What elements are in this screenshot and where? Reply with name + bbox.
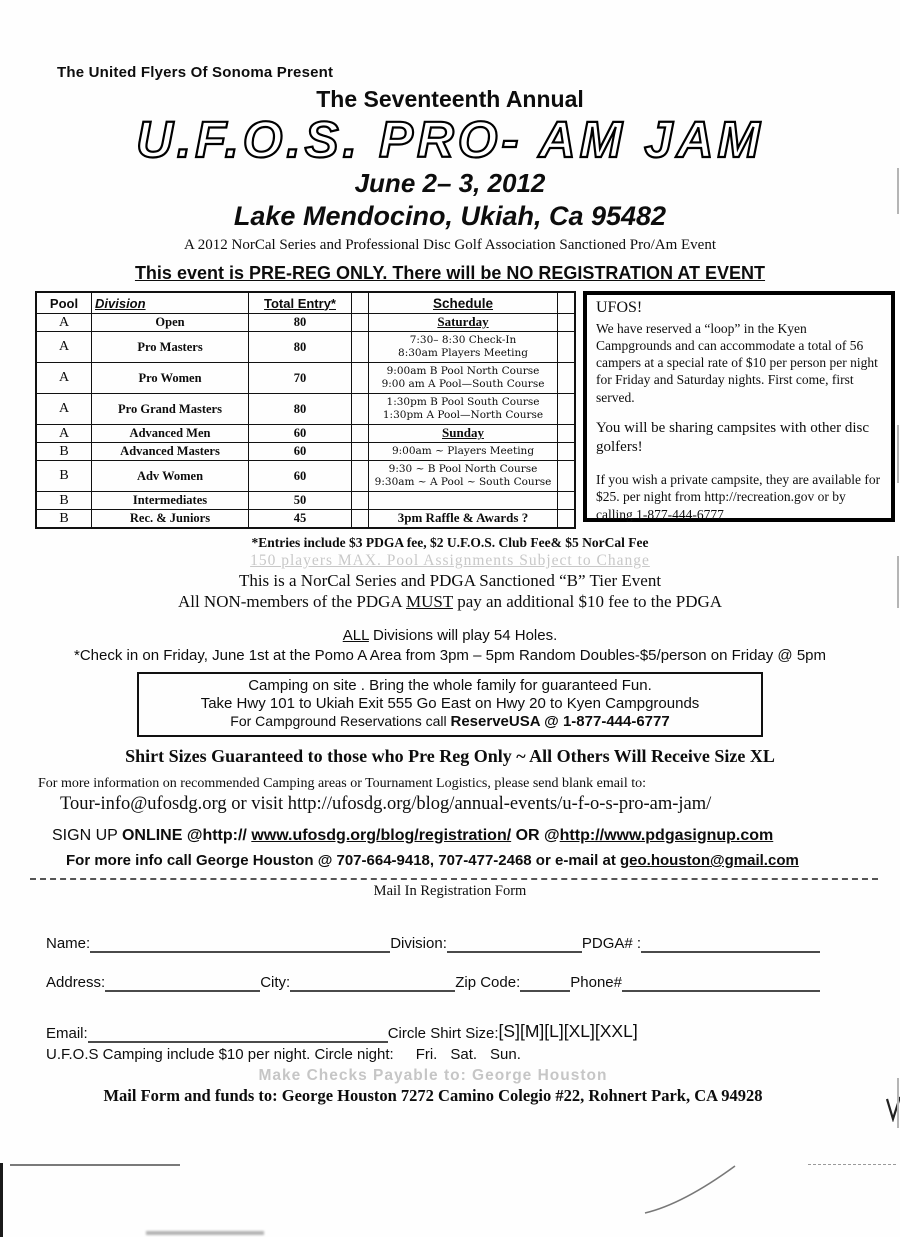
pool-cell: A [36, 394, 92, 425]
table-row [36, 332, 575, 363]
nonmember-post-text: pay an additional $10 fee to the PDGA [452, 592, 723, 612]
contact-mid-text: or visit [226, 794, 288, 815]
division-cell: Pro Women [92, 363, 249, 394]
holes-line [0, 627, 900, 644]
must-underlined: MUST [406, 592, 453, 612]
night-sat[interactable]: Sat. [450, 1046, 478, 1064]
zip-code-field[interactable] [520, 973, 570, 992]
pool-cell: B [36, 510, 92, 529]
zip-code-label: Zip Code: [455, 974, 521, 992]
email-label: Email: [46, 1025, 88, 1043]
scan-artifact-bottom-smear [146, 1231, 264, 1235]
pool-cell: B [36, 443, 92, 461]
dashed-divider [30, 878, 878, 880]
event-location: Lake Mendocino, Ukiah, Ca 95482 [233, 201, 667, 232]
schedule-line: 9:00am B Pool North Course [386, 364, 540, 377]
table-row [36, 314, 575, 332]
spacer-cell [558, 425, 576, 443]
george-pre-text: For more info call George Houston @ 707-664-9418, 707-477-2468 or e-mail at [66, 852, 621, 870]
form-row-address [46, 973, 820, 992]
shirt-guarantee-line: Shirt Sizes Guaranteed to those who Pre Reg Only ~ All Others Will Receive Size XL [125, 746, 775, 767]
table-row [36, 425, 575, 443]
sanction-line: A 2012 NorCal Series and Professional Disc Golf Association Sanctioned Pro/Am Event [183, 237, 717, 254]
schedule-cell [369, 425, 558, 443]
camping-line-3 [139, 713, 761, 730]
division-cell: Pro Grand Masters [92, 394, 249, 425]
schedule-day-label: Saturday [437, 314, 489, 330]
scan-artifact-edge-mark [897, 556, 899, 608]
scan-artifact-edge-mark [897, 425, 899, 483]
signup-line [52, 827, 900, 845]
division-field[interactable] [447, 934, 582, 953]
entry-cell: 80 [249, 332, 352, 363]
schedule-line: 9:00am ~ Players Meeting [391, 444, 535, 457]
table-row [36, 492, 575, 510]
col-header-schedule: Schedule [369, 292, 558, 314]
night-sun[interactable]: Sun. [490, 1046, 521, 1064]
shirt-size-m[interactable]: [M] [519, 1021, 545, 1042]
reservations-pre-text: For Campground Reservations call [230, 713, 451, 730]
scan-artifact-horizontal-line [10, 1164, 180, 1166]
signup-pre-text: SIGN UP [52, 827, 122, 845]
camping-directions-box [137, 672, 763, 737]
table-row [36, 461, 575, 492]
nonmember-fee-line [0, 592, 900, 612]
signup-or-text: OR @ [511, 827, 560, 845]
event-dates: June 2– 3, 2012 [354, 168, 546, 199]
email-field[interactable] [88, 1024, 388, 1043]
pool-cell: A [36, 314, 92, 332]
schedule-cell [369, 363, 558, 394]
entry-schedule-table [35, 291, 576, 529]
spacer-cell [352, 492, 369, 510]
entry-cell: 60 [249, 461, 352, 492]
camping-night-label: U.F.O.S Camping include $10 per night. Circle night: [46, 1046, 394, 1064]
pool-cell: A [36, 425, 92, 443]
event-title: U.F.O.S. PRO- AM JAM [136, 111, 764, 168]
schedule-line: 7:30– 8:30 Check-In [409, 333, 517, 346]
spacer-cell [558, 443, 576, 461]
table-row [36, 510, 575, 529]
schedule-cell [369, 394, 558, 425]
schedule-cell [369, 314, 558, 332]
scan-artifact-edge-mark [897, 1078, 899, 1128]
city-field[interactable] [290, 973, 455, 992]
spacer-cell [352, 425, 369, 443]
ufos-camping-info-box [583, 291, 895, 522]
division-cell: Advanced Masters [92, 443, 249, 461]
col-header-pool: Pool [36, 292, 92, 314]
schedule-cell [369, 332, 558, 363]
mail-in-form-heading: Mail In Registration Form [373, 883, 527, 900]
entry-cell: 45 [249, 510, 352, 529]
registration-url-link[interactable]: www.ufosdg.org/blog/registration/ [251, 827, 512, 845]
pool-cell: B [36, 492, 92, 510]
city-label: City: [260, 974, 291, 992]
annual-events-url-link[interactable]: http://ufosdg.org/blog/annual-events/u-f-o-s-pro-am-jam/ [287, 794, 712, 815]
schedule-line: 9:30 ~ B Pool North Course [388, 462, 538, 475]
ufos-box-paragraph-1: We have reserved a “loop” in the Kyen Campgrounds and can accommodate a total of 56 campers at a special rate of $10 per person per night for Friday and Saturday nights. First come, first served. [596, 320, 878, 405]
circle-shirt-size-label: Circle Shirt Size: [387, 1025, 499, 1043]
table-band [35, 291, 900, 529]
ufos-box-heading: UFOS! [596, 299, 643, 317]
camping-line-1: Camping on site . Bring the whole family for guaranteed Fun. [248, 677, 652, 695]
division-cell: Advanced Men [92, 425, 249, 443]
division-cell: Open [92, 314, 249, 332]
spacer-cell [352, 314, 369, 332]
table-header-row [36, 292, 575, 314]
address-field[interactable] [105, 973, 260, 992]
circle-night-options [416, 1046, 521, 1063]
schedule-line: 1:30pm B Pool South Course [386, 395, 540, 408]
entry-cell: 60 [249, 443, 352, 461]
players-max-ghost-line: 150 players MAX. Pool Assignments Subject to Change [250, 552, 650, 570]
form-row-email-shirt [46, 1021, 820, 1043]
spacer-cell [558, 314, 576, 332]
schedule-cell [369, 492, 558, 510]
shirt-size-options [499, 1021, 638, 1043]
camping-line-2: Take Hwy 101 to Ukiah Exit 555 Go East on Hwy 20 to Kyen Campgrounds [200, 695, 700, 713]
pool-cell: A [36, 363, 92, 394]
pdga-number-label: PDGA# : [581, 935, 642, 953]
col-header-division: Division [92, 292, 249, 314]
spacer-cell [352, 394, 369, 425]
schedule-line: 9:30am ~ A Pool ~ South Course [374, 476, 552, 489]
spacer-cell [558, 394, 576, 425]
pdgasignup-url-link[interactable]: http://www.pdgasignup.com [559, 827, 774, 845]
ufos-box-paragraph-3: If you wish a private campsite, they are available for $25. per night from http://recreation.gov or by calling 1-877-444-6777 [596, 472, 881, 522]
entry-cell: 70 [249, 363, 352, 394]
division-cell: Adv Women [92, 461, 249, 492]
scan-artifact-edge-mark [897, 168, 899, 214]
spacer-cell [352, 443, 369, 461]
spacer-cell [558, 461, 576, 492]
col-header-total-entry: Total Entry* [249, 292, 352, 314]
contact-line [60, 794, 900, 815]
mail-form-address-line: Mail Form and funds to: George Houston 7272 Camino Colegio #22, Rohnert Park, CA 94928 [103, 1086, 763, 1106]
entry-cell: 80 [249, 314, 352, 332]
ufos-box-paragraph-2: You will be sharing campsites with other disc golfers! [596, 419, 870, 456]
spacer-cell [352, 510, 369, 529]
shirt-size-s[interactable]: [S] [498, 1021, 520, 1042]
schedule-line: 9:00 am A Pool—South Course [381, 378, 545, 391]
schedule-line: 8:30am Players Meeting [398, 347, 528, 360]
division-cell: Pro Masters [92, 332, 249, 363]
spacer-cell [558, 292, 576, 314]
scan-artifact-pen-stroke [643, 1164, 738, 1221]
shirt-size-xxl[interactable]: [XXL] [594, 1021, 638, 1042]
spacer-cell [558, 363, 576, 394]
scan-artifact-right-dashes [808, 1164, 896, 1165]
raffle-awards-label: 3pm Raffle & Awards ? [397, 510, 529, 526]
tour-info-email-link[interactable]: Tour-info@ufosdg.org [60, 794, 227, 815]
pool-cell: A [36, 332, 92, 363]
nonmember-pre-text: All NON-members of the PDGA [177, 592, 406, 612]
spacer-cell [558, 510, 576, 529]
schedule-cell [369, 443, 558, 461]
schedule-cell [369, 461, 558, 492]
shirt-size-xl[interactable]: [XL] [563, 1021, 595, 1042]
table-row [36, 394, 575, 425]
scan-artifact-left-line [0, 1163, 3, 1237]
reserveusa-phone: ReserveUSA @ 1-877-444-6777 [450, 713, 670, 731]
spacer-cell [352, 332, 369, 363]
division-cell: Intermediates [92, 492, 249, 510]
all-underlined: ALL [342, 627, 369, 645]
annual-subtitle: The Seventeenth Annual [316, 86, 584, 112]
name-label: Name: [46, 935, 91, 953]
entry-cell: 60 [249, 425, 352, 443]
entry-cell: 50 [249, 492, 352, 510]
phone-label: Phone# [570, 974, 622, 992]
presenter-line: The United Flyers Of Sonoma Present [57, 64, 334, 81]
division-label: Division: [390, 935, 447, 953]
more-info-line: For more information on recommended Camping areas or Tournament Logistics, please send blank email to: [38, 776, 646, 792]
pdga-number-field[interactable] [641, 934, 820, 953]
form-row-camping-night [46, 1046, 820, 1063]
pool-cell: B [36, 461, 92, 492]
address-label: Address: [46, 974, 106, 992]
friday-checkin-line: *Check in on Friday, June 1st at the Pomo A Area from 3pm – 5pm Random Doubles-$5/person on Friday @ 5pm [74, 647, 826, 665]
entry-cell: 80 [249, 394, 352, 425]
shirt-size-l[interactable]: [L] [544, 1021, 564, 1042]
form-row-name [46, 934, 820, 953]
registration-form [46, 934, 820, 1106]
table-row [36, 363, 575, 394]
table-row [36, 443, 575, 461]
signup-online-text: ONLINE @http:// [121, 827, 252, 845]
division-cell: Rec. & Juniors [92, 510, 249, 529]
phone-field[interactable] [622, 973, 820, 992]
spacer-cell [558, 492, 576, 510]
tier-line: This is a NorCal Series and PDGA Sanctioned “B” Tier Event [238, 571, 662, 591]
schedule-line: 1:30pm A Pool—North Course [382, 409, 544, 422]
george-contact-line [66, 852, 900, 869]
spacer-cell [558, 332, 576, 363]
schedule-cell [369, 510, 558, 529]
entries-fee-note: *Entries include $3 PDGA fee, $2 U.F.O.S. Club Fee& $5 NorCal Fee [251, 535, 649, 551]
prereg-notice: This event is PRE-REG ONLY. There will be NO REGISTRATION AT EVENT [134, 263, 766, 284]
holes-rest-text: Divisions will play 54 Holes. [368, 627, 558, 645]
checks-payable-ghost-line: Make Checks Payable to: George Houston [258, 1067, 608, 1085]
name-field[interactable] [90, 934, 390, 953]
spacer-cell [352, 461, 369, 492]
george-email-link[interactable]: geo.houston@gmail.com [620, 852, 799, 870]
night-fri[interactable]: Fri. [415, 1046, 438, 1064]
spacer-cell [352, 363, 369, 394]
schedule-day-label: Sunday [442, 425, 484, 441]
spacer-cell [352, 292, 369, 314]
